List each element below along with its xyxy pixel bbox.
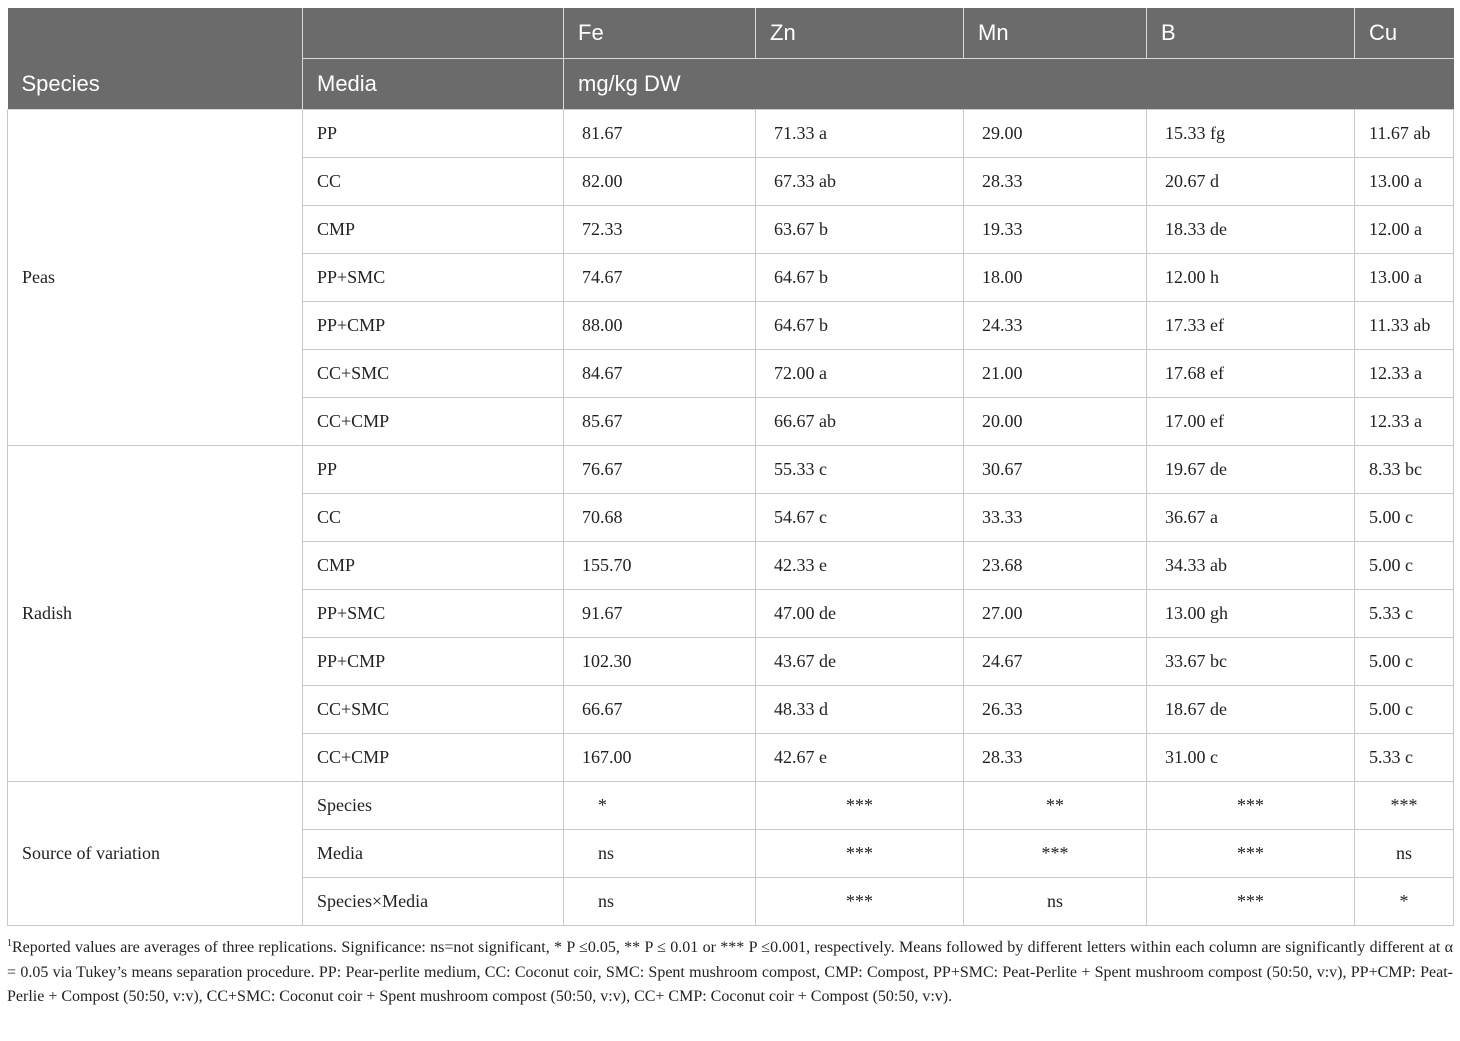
mn-cell: 18.00 bbox=[964, 254, 1147, 302]
b-cell: 17.68 ef bbox=[1147, 350, 1355, 398]
media-cell: PP+CMP bbox=[303, 302, 564, 350]
footnote-text: Reported values are averages of three replications. Significance: ns=not significant, * P ≤0.05, ** P ≤ 0.01 or *** P ≤0.001, respectively. Means followed by different letters within each column are significantly different at α = 0.05 via Tukey’s means separation procedure. PP: Pear-perlite medium, CC: Coconut coir, SMC: Spent mushroom compost, CMP: Compost, PP+SMC: Peat-Perlite + Spent mushroom compost (50:50, v:v), PP+CMP: Peat-Perlie + Compost (50:50, v:v), CC+SMC: Coconut coir + Spent mushroom compost (50:50, v:v), CC+ CMP: Coconut coir + Compost (50:50, v:v). bbox=[7, 939, 1453, 1005]
b-cell: 18.67 de bbox=[1147, 686, 1355, 734]
header-blank bbox=[303, 8, 564, 59]
table-row bbox=[8, 446, 1454, 494]
media-cell: CC+CMP bbox=[303, 398, 564, 446]
fe-cell: 84.67 bbox=[564, 350, 756, 398]
cu-cell: 12.33 a bbox=[1355, 350, 1454, 398]
footnote bbox=[7, 932, 1453, 1010]
cu-cell: 13.00 a bbox=[1355, 254, 1454, 302]
zn-cell: 47.00 de bbox=[756, 590, 964, 638]
media-cell: PP bbox=[303, 446, 564, 494]
mn-cell: 28.33 bbox=[964, 734, 1147, 782]
fe-cell: 81.67 bbox=[564, 110, 756, 158]
fe-significance: * bbox=[564, 782, 756, 830]
media-cell: CMP bbox=[303, 206, 564, 254]
fe-cell: 76.67 bbox=[564, 446, 756, 494]
zn-cell: 67.33 ab bbox=[756, 158, 964, 206]
cu-cell: 12.00 a bbox=[1355, 206, 1454, 254]
zn-cell: 64.67 b bbox=[756, 302, 964, 350]
header-species: Species bbox=[8, 8, 303, 110]
media-cell: CMP bbox=[303, 542, 564, 590]
zn-cell: 48.33 d bbox=[756, 686, 964, 734]
mn-significance: ns bbox=[964, 878, 1147, 926]
mn-cell: 20.00 bbox=[964, 398, 1147, 446]
fe-cell: 74.67 bbox=[564, 254, 756, 302]
b-cell: 17.00 ef bbox=[1147, 398, 1355, 446]
zn-cell: 72.00 a bbox=[756, 350, 964, 398]
header-mn: Mn bbox=[964, 8, 1147, 59]
mn-cell: 19.33 bbox=[964, 206, 1147, 254]
cu-cell: 5.00 c bbox=[1355, 638, 1454, 686]
media-cell: PP+SMC bbox=[303, 590, 564, 638]
table-row bbox=[8, 110, 1454, 158]
mn-significance: ** bbox=[964, 782, 1147, 830]
b-cell: 31.00 c bbox=[1147, 734, 1355, 782]
media-cell: CC+SMC bbox=[303, 350, 564, 398]
b-cell: 20.67 d bbox=[1147, 158, 1355, 206]
mn-cell: 24.67 bbox=[964, 638, 1147, 686]
fe-cell: 102.30 bbox=[564, 638, 756, 686]
header-cu: Cu bbox=[1355, 8, 1454, 59]
media-cell: PP+SMC bbox=[303, 254, 564, 302]
media-cell: CC bbox=[303, 494, 564, 542]
cu-cell: 5.00 c bbox=[1355, 686, 1454, 734]
zn-significance: *** bbox=[756, 878, 964, 926]
b-cell: 36.67 a bbox=[1147, 494, 1355, 542]
media-cell: CC bbox=[303, 158, 564, 206]
mn-cell: 23.68 bbox=[964, 542, 1147, 590]
fe-cell: 66.67 bbox=[564, 686, 756, 734]
zn-significance: *** bbox=[756, 782, 964, 830]
mn-cell: 30.67 bbox=[964, 446, 1147, 494]
media-cell: Species bbox=[303, 782, 564, 830]
mn-significance: *** bbox=[964, 830, 1147, 878]
b-significance: *** bbox=[1147, 830, 1355, 878]
media-cell: CC+SMC bbox=[303, 686, 564, 734]
variation-label: Source of variation bbox=[8, 782, 303, 926]
b-significance: *** bbox=[1147, 782, 1355, 830]
cu-cell: 11.33 ab bbox=[1355, 302, 1454, 350]
media-cell: CC+CMP bbox=[303, 734, 564, 782]
mn-cell: 21.00 bbox=[964, 350, 1147, 398]
b-significance: *** bbox=[1147, 878, 1355, 926]
cu-cell: 5.33 c bbox=[1355, 590, 1454, 638]
b-cell: 15.33 fg bbox=[1147, 110, 1355, 158]
b-cell: 17.33 ef bbox=[1147, 302, 1355, 350]
cu-cell: 5.00 c bbox=[1355, 494, 1454, 542]
fe-significance: ns bbox=[564, 878, 756, 926]
mn-cell: 24.33 bbox=[964, 302, 1147, 350]
cu-significance: ns bbox=[1355, 830, 1454, 878]
zn-cell: 64.67 b bbox=[756, 254, 964, 302]
cu-cell: 13.00 a bbox=[1355, 158, 1454, 206]
b-cell: 34.33 ab bbox=[1147, 542, 1355, 590]
b-cell: 13.00 gh bbox=[1147, 590, 1355, 638]
header-b: B bbox=[1147, 8, 1355, 59]
mn-cell: 33.33 bbox=[964, 494, 1147, 542]
b-cell: 19.67 de bbox=[1147, 446, 1355, 494]
cu-significance: * bbox=[1355, 878, 1454, 926]
b-cell: 33.67 bc bbox=[1147, 638, 1355, 686]
cu-significance: *** bbox=[1355, 782, 1454, 830]
table-container bbox=[7, 8, 1453, 1010]
zn-cell: 42.33 e bbox=[756, 542, 964, 590]
header-media: Media bbox=[303, 59, 564, 110]
species-cell: Peas bbox=[8, 110, 303, 446]
b-cell: 18.33 de bbox=[1147, 206, 1355, 254]
media-cell: PP bbox=[303, 110, 564, 158]
zn-cell: 42.67 e bbox=[756, 734, 964, 782]
zn-cell: 55.33 c bbox=[756, 446, 964, 494]
header-unit: mg/kg DW bbox=[564, 59, 1454, 110]
footnote-marker: 1 bbox=[7, 938, 12, 949]
zn-cell: 66.67 ab bbox=[756, 398, 964, 446]
cu-cell: 5.00 c bbox=[1355, 542, 1454, 590]
media-cell: PP+CMP bbox=[303, 638, 564, 686]
mn-cell: 26.33 bbox=[964, 686, 1147, 734]
header-zn: Zn bbox=[756, 8, 964, 59]
fe-cell: 82.00 bbox=[564, 158, 756, 206]
media-cell: Media bbox=[303, 830, 564, 878]
cu-cell: 5.33 c bbox=[1355, 734, 1454, 782]
fe-cell: 167.00 bbox=[564, 734, 756, 782]
species-cell: Radish bbox=[8, 446, 303, 782]
cu-cell: 11.67 ab bbox=[1355, 110, 1454, 158]
zn-cell: 54.67 c bbox=[756, 494, 964, 542]
mn-cell: 27.00 bbox=[964, 590, 1147, 638]
zn-cell: 63.67 b bbox=[756, 206, 964, 254]
zn-cell: 43.67 de bbox=[756, 638, 964, 686]
table-body bbox=[8, 110, 1454, 926]
fe-cell: 91.67 bbox=[564, 590, 756, 638]
fe-significance: ns bbox=[564, 830, 756, 878]
fe-cell: 155.70 bbox=[564, 542, 756, 590]
zn-significance: *** bbox=[756, 830, 964, 878]
fe-cell: 70.68 bbox=[564, 494, 756, 542]
header-fe: Fe bbox=[564, 8, 756, 59]
cu-cell: 8.33 bc bbox=[1355, 446, 1454, 494]
fe-cell: 88.00 bbox=[564, 302, 756, 350]
fe-cell: 72.33 bbox=[564, 206, 756, 254]
cu-cell: 12.33 a bbox=[1355, 398, 1454, 446]
b-cell: 12.00 h bbox=[1147, 254, 1355, 302]
mn-cell: 28.33 bbox=[964, 158, 1147, 206]
nutrient-table bbox=[7, 8, 1454, 926]
mn-cell: 29.00 bbox=[964, 110, 1147, 158]
table-row bbox=[8, 782, 1454, 830]
zn-cell: 71.33 a bbox=[756, 110, 964, 158]
fe-cell: 85.67 bbox=[564, 398, 756, 446]
media-cell: Species×Media bbox=[303, 878, 564, 926]
table-header bbox=[8, 8, 1454, 110]
